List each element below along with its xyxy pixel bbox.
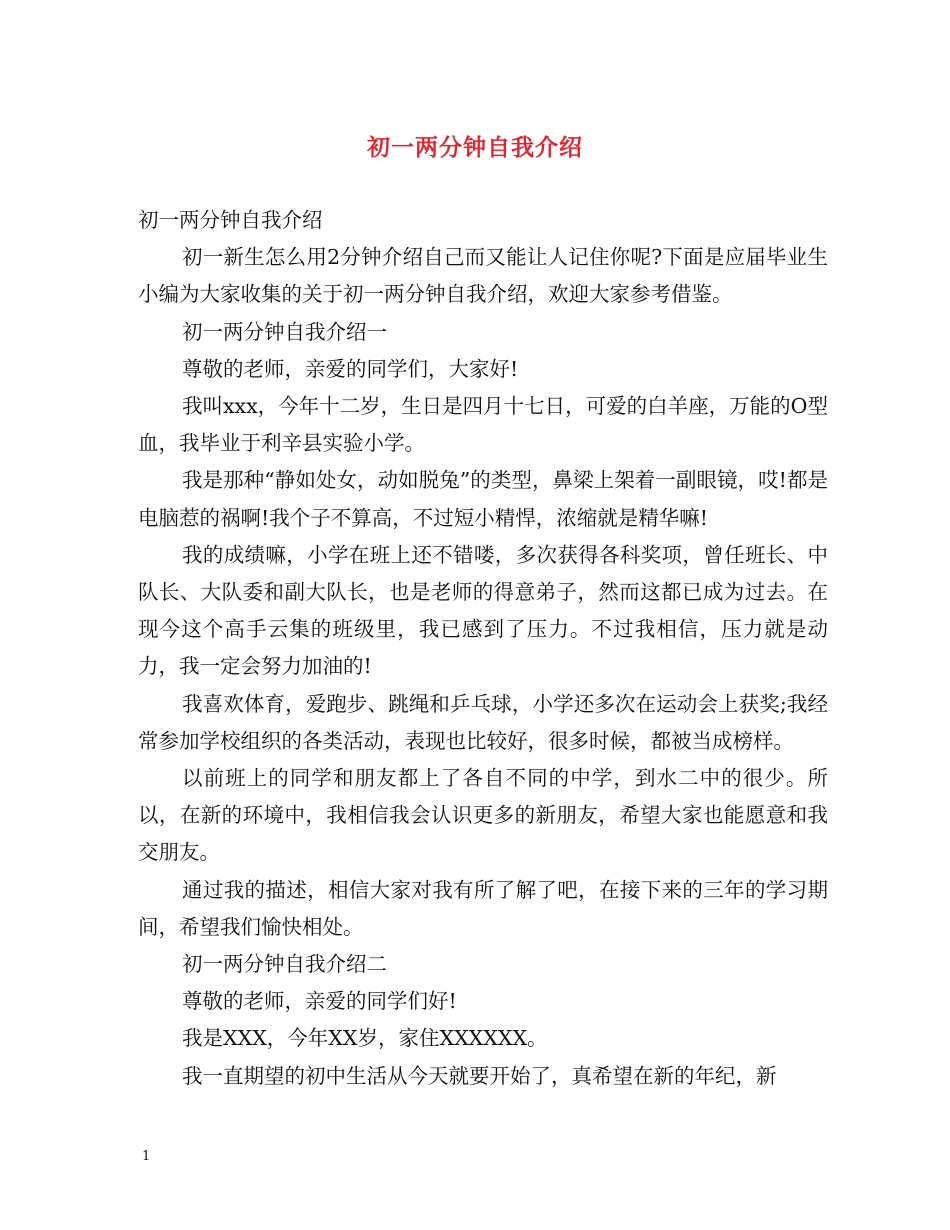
paragraph: 我的成绩嘛，小学在班上还不错喽，多次获得各科奖项，曾任班长、中队长、大队委和副大队长，也是老师的得意弟子，然而这都已成为过去。在现今这个高手云集的班级里，我已感到了压力。不过我相信，压力就是动力，我一定会努力加油的!	[138, 542, 828, 679]
paragraph: 我是XXX，今年XX岁，家住XXXXXX。	[182, 1026, 548, 1051]
page-number: 1	[142, 1149, 151, 1164]
paragraph: 通过我的描述，相信大家对我有所了解了吧，在接下来的三年的学习期间，希望我们愉快相处。	[138, 877, 828, 939]
document-body	[138, 202, 828, 1095]
subheading: 初一两分钟自我介绍	[138, 208, 323, 232]
paragraph: 我一直期望的初中生活从今天就要开始了，真希望在新的年纪，新	[182, 1063, 777, 1088]
paragraph: 初一新生怎么用2分钟介绍自己而又能让人记住你呢?下面是应届毕业生小编为大家收集的关于初一两分钟自我介绍，欢迎大家参考借鉴。	[138, 245, 828, 307]
paragraph: 我叫xxx，今年十二岁，生日是四月十七日，可爱的白羊座，万能的O型血，我毕业于利辛县实验小学。	[138, 394, 828, 456]
paragraph: 我是那种“静如处女，动如脱兔”的类型，鼻梁上架着一副眼镜，哎!都是电脑惹的祸啊!我个子不算高，不过短小精悍，浓缩就是精华嘛!	[138, 468, 828, 530]
paragraph: 以前班上的同学和朋友都上了各自不同的中学，到水二中的很少。所以，在新的环境中，我相信我会认识更多的新朋友，希望大家也能愿意和我交朋友。	[138, 766, 828, 865]
section-heading: 初一两分钟自我介绍二	[182, 952, 387, 977]
paragraph: 我喜欢体育，爱跑步、跳绳和乒乓球，小学还多次在运动会上获奖;我经常参加学校组织的各类活动，表现也比较好，很多时候，都被当成榜样。	[138, 691, 828, 753]
page-title: 初一两分钟自我介绍	[367, 134, 583, 161]
section-heading: 初一两分钟自我介绍一	[182, 319, 387, 344]
paragraph: 尊敬的老师，亲爱的同学们好!	[182, 989, 457, 1014]
paragraph: 尊敬的老师，亲爱的同学们，大家好!	[182, 356, 519, 381]
